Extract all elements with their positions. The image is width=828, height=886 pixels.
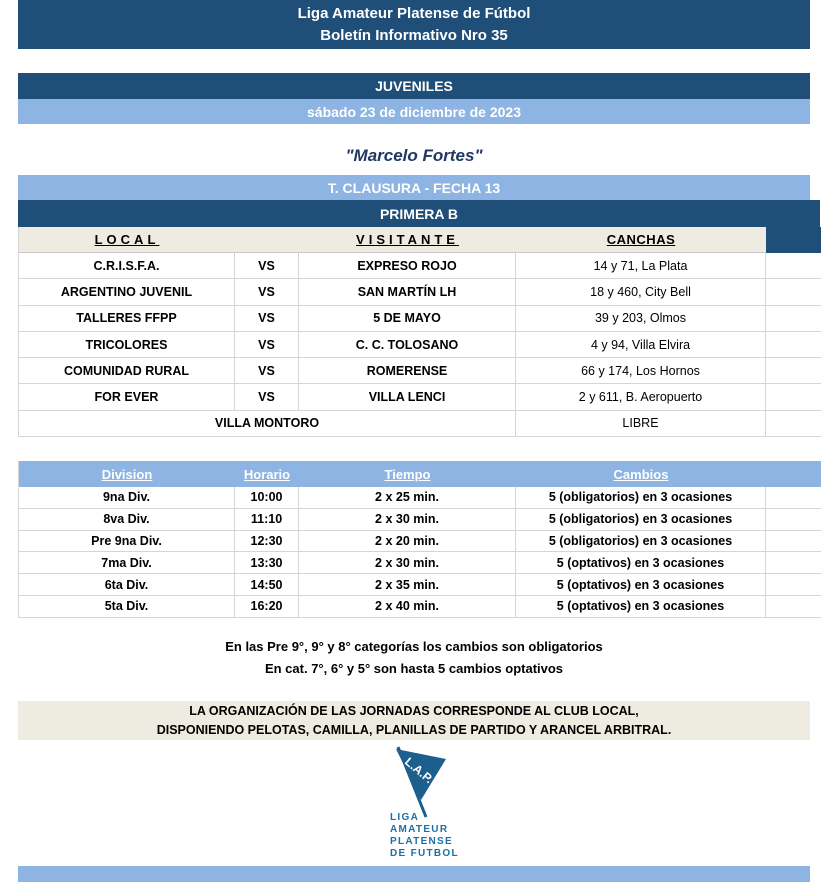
- organization-line: DISPONIENDO PELOTAS, CAMILLA, PLANILLAS DE PARTIDO Y ARANCEL ARBITRAL.: [156, 722, 672, 737]
- bulletin-number: Boletín Informativo Nro 35: [320, 26, 508, 44]
- empty-cell: [766, 552, 821, 574]
- empty-cell: [766, 358, 821, 384]
- bye-team: VILLA MONTORO: [19, 411, 516, 437]
- division-value: 6ta Div.: [19, 574, 235, 596]
- note-line: En cat. 7°, 6° y 5° son hasta 5 cambios optativos: [264, 661, 564, 676]
- vs-label: VS: [235, 332, 299, 358]
- local-team: TRICOLORES: [19, 332, 235, 358]
- tiempo-value: 2 x 30 min.: [299, 509, 516, 531]
- column-header-filler: [766, 461, 821, 487]
- empty-cell: [766, 332, 821, 358]
- organization-line: LA ORGANIZACIÓN DE LAS JORNADAS CORRESPONDE AL CLUB LOCAL,: [189, 703, 639, 718]
- empty-cell: [766, 279, 821, 305]
- division-value: 9na Div.: [19, 487, 235, 509]
- column-header-visitante: VISITANTE: [299, 227, 516, 253]
- cambios-value: 5 (obligatorios) en 3 ocasiones: [516, 487, 766, 509]
- tiempo-value: 2 x 35 min.: [299, 574, 516, 596]
- date-label: sábado 23 de diciembre de 2023: [307, 103, 521, 120]
- date-bar: [18, 99, 810, 124]
- column-header-vs-spacer: [235, 227, 299, 253]
- local-team: ARGENTINO JUVENIL: [19, 279, 235, 305]
- column-header-filler: [766, 227, 821, 253]
- empty-cell: [766, 411, 821, 437]
- horario-value: 12:30: [235, 531, 299, 553]
- empty-cell: [766, 509, 821, 531]
- empty-cell: [766, 596, 821, 618]
- column-header-cambios: Cambios: [516, 461, 766, 487]
- horario-value: 11:10: [235, 509, 299, 531]
- division-value: 8va Div.: [19, 509, 235, 531]
- horario-value: 14:50: [235, 574, 299, 596]
- division-value: Pre 9na Div.: [19, 531, 235, 553]
- vs-label: VS: [235, 253, 299, 279]
- footer-bar: [18, 866, 810, 882]
- empty-cell: [766, 487, 821, 509]
- logo-wordmark: LIGA AMATEUR PLATENSE DE FUTBOL: [390, 812, 459, 859]
- local-team: TALLERES FFPP: [19, 306, 235, 332]
- vs-label: VS: [235, 384, 299, 410]
- cancha-label: 4 y 94, Villa Elvira: [516, 332, 766, 358]
- division-label: PRIMERA B: [379, 205, 459, 222]
- local-team: C.R.I.S.F.A.: [19, 253, 235, 279]
- empty-cell: [766, 306, 821, 332]
- tiempo-value: 2 x 25 min.: [299, 487, 516, 509]
- cancha-label: 14 y 71, La Plata: [516, 253, 766, 279]
- tiempo-value: 2 x 40 min.: [299, 596, 516, 618]
- cancha-label: 2 y 611, B. Aeropuerto: [516, 384, 766, 410]
- empty-cell: [766, 531, 821, 553]
- local-team: COMUNIDAD RURAL: [19, 358, 235, 384]
- category-bar: [18, 73, 810, 99]
- horario-value: 13:30: [235, 552, 299, 574]
- note-line: En las Pre 9°, 9° y 8° categorías los cambios son obligatorios: [225, 639, 603, 654]
- empty-cell: [766, 253, 821, 279]
- substitution-notes: [18, 636, 810, 680]
- svg-text:L.A.P.: L.A.P.: [402, 754, 436, 787]
- column-header-canchas: CANCHAS: [516, 227, 766, 253]
- vs-label: VS: [235, 358, 299, 384]
- horario-value: 10:00: [235, 487, 299, 509]
- bye-status: LIBRE: [516, 411, 766, 437]
- empty-cell: [766, 574, 821, 596]
- fixtures-table: [18, 227, 820, 437]
- stage-label: T. CLAUSURA - FECHA 13: [327, 179, 501, 196]
- cambios-value: 5 (optativos) en 3 ocasiones: [516, 596, 766, 618]
- visitante-team: EXPRESO ROJO: [299, 253, 516, 279]
- empty-cell: [766, 384, 821, 410]
- visitante-team: C. C. TOLOSANO: [299, 332, 516, 358]
- league-title: Liga Amateur Platense de Fútbol: [297, 4, 531, 22]
- cambios-value: 5 (optativos) en 3 ocasiones: [516, 552, 766, 574]
- column-header-local: LOCAL: [19, 227, 235, 253]
- lap-flag-icon: [374, 746, 470, 818]
- division-value: 5ta Div.: [19, 596, 235, 618]
- tribute-title: "Marcelo Fortes": [345, 146, 483, 165]
- stage-bar: [18, 175, 810, 200]
- cancha-label: 66 y 174, Los Hornos: [516, 358, 766, 384]
- cambios-value: 5 (obligatorios) en 3 ocasiones: [516, 531, 766, 553]
- tiempo-value: 2 x 20 min.: [299, 531, 516, 553]
- cambios-value: 5 (obligatorios) en 3 ocasiones: [516, 509, 766, 531]
- local-team: FOR EVER: [19, 384, 235, 410]
- cancha-label: 18 y 460, City Bell: [516, 279, 766, 305]
- vs-label: VS: [235, 279, 299, 305]
- division-value: 7ma Div.: [19, 552, 235, 574]
- visitante-team: ROMERENSE: [299, 358, 516, 384]
- horario-value: 16:20: [235, 596, 299, 618]
- column-header-division: Division: [19, 461, 235, 487]
- cambios-value: 5 (optativos) en 3 ocasiones: [516, 574, 766, 596]
- category-label: JUVENILES: [375, 78, 453, 94]
- schedule-table: [18, 461, 820, 618]
- cancha-label: 39 y 203, Olmos: [516, 306, 766, 332]
- division-bar: [18, 200, 820, 227]
- visitante-team: VILLA LENCI: [299, 384, 516, 410]
- vs-label: VS: [235, 306, 299, 332]
- bulletin-header: [18, 0, 810, 49]
- tiempo-value: 2 x 30 min.: [299, 552, 516, 574]
- organization-notice: [18, 701, 810, 740]
- visitante-team: 5 DE MAYO: [299, 306, 516, 332]
- column-header-horario: Horario: [235, 461, 299, 487]
- column-header-tiempo: Tiempo: [299, 461, 516, 487]
- visitante-team: SAN MARTÍN LH: [299, 279, 516, 305]
